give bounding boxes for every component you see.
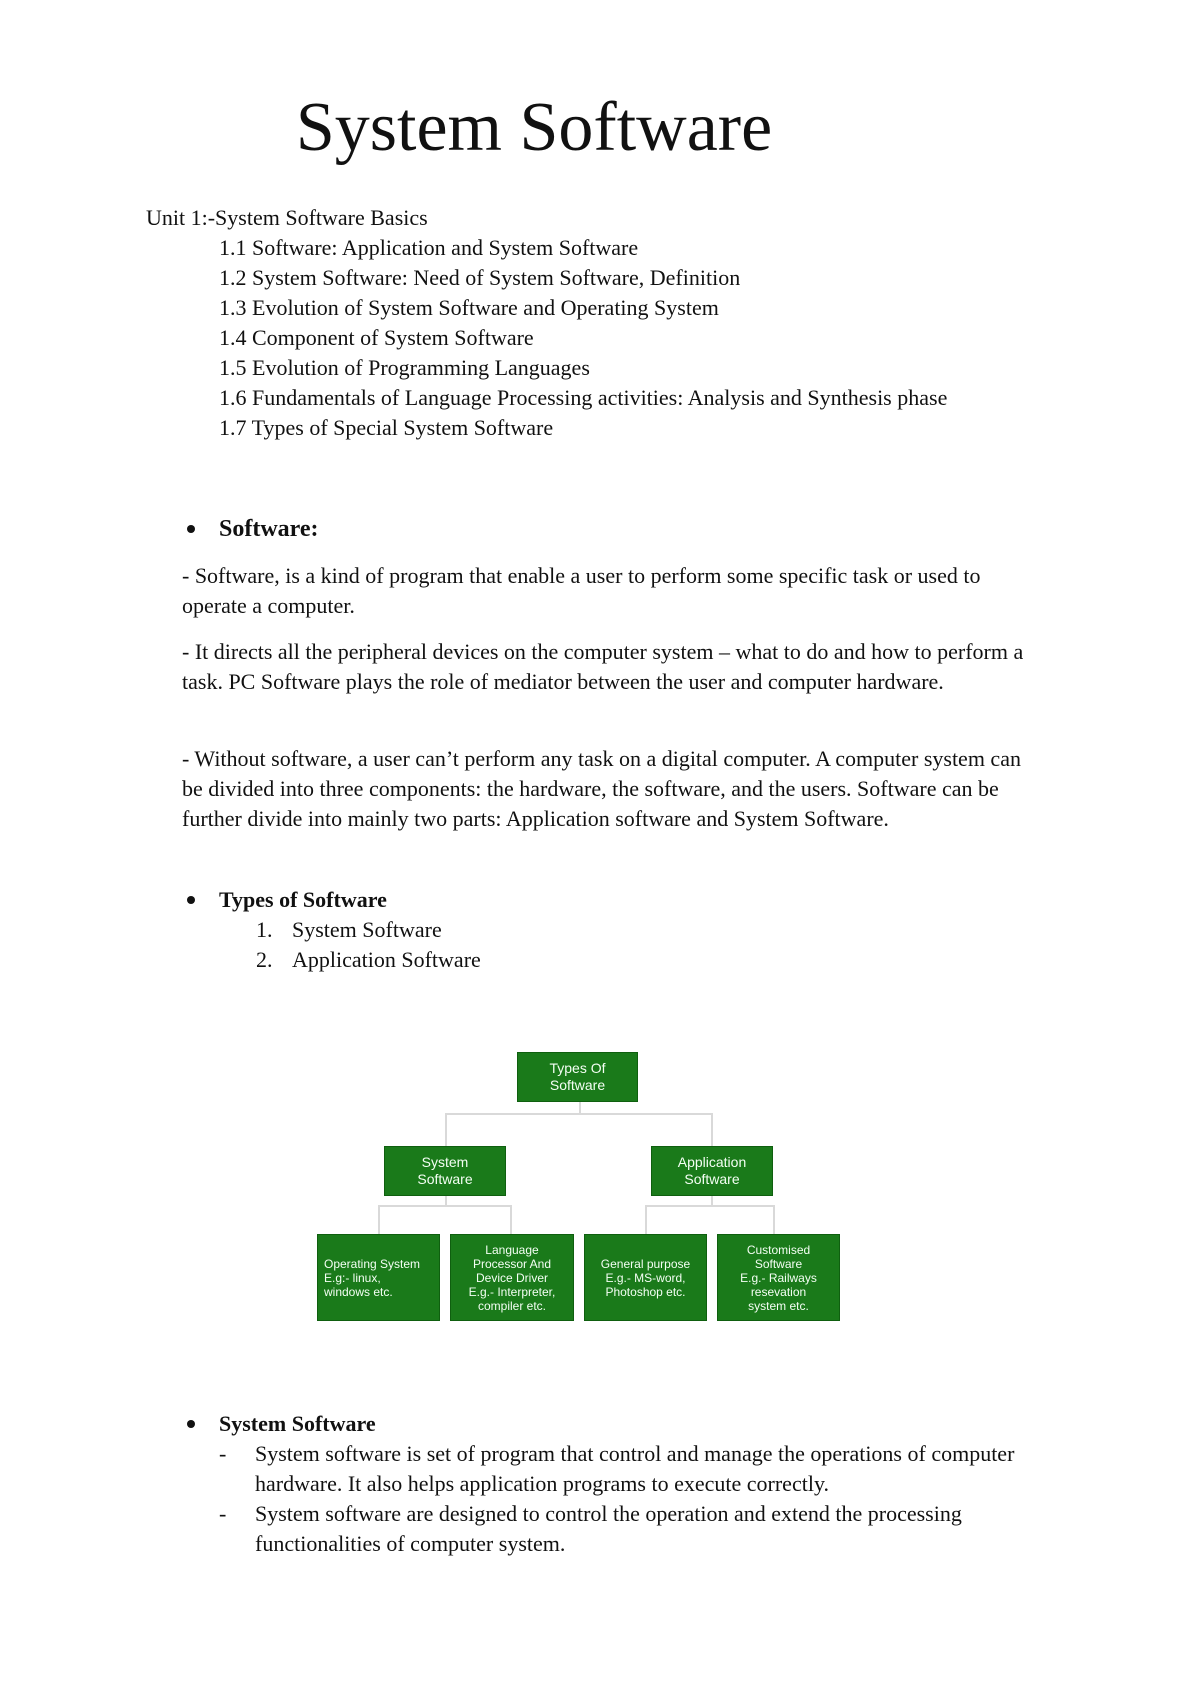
node-label: Types Of Software: [549, 1060, 606, 1093]
connector-line: [445, 1113, 713, 1115]
diagram-node-language-processor: [450, 1234, 574, 1321]
section-heading-software: Software:: [219, 516, 319, 542]
connector-line: [378, 1205, 380, 1234]
table-of-contents: [219, 233, 947, 443]
connector-line: [510, 1205, 512, 1234]
document-title: System Software: [295, 89, 773, 166]
list-item-text: System Software: [292, 917, 442, 942]
toc-item: 1.1 Software: Application and System Software: [219, 235, 639, 260]
node-label: Operating System E.g:- linux, windows etc.: [324, 1256, 421, 1299]
connector-line: [711, 1113, 713, 1146]
types-list: [256, 915, 481, 975]
dash-marker: -: [219, 1441, 227, 1466]
software-paragraph: - It directs all the peripheral devices on the computer system – what to do and how to perform a task. PC Software plays the role of mediator between the user and computer hardware.: [182, 639, 1024, 694]
bullet-icon: [187, 525, 195, 533]
connector-line: [645, 1205, 647, 1234]
list-item-text: System software are designed to control the operation and extend the processing functionalities of computer system.: [255, 1501, 962, 1556]
connector-line: [445, 1113, 447, 1146]
node-label: Customised Software E.g.- Railways resevation system etc.: [740, 1242, 817, 1313]
software-paragraph: - Software, is a kind of program that enable a user to perform some specific task or used to operate a computer.: [182, 563, 981, 618]
section-heading-system-software: System Software: [219, 1411, 376, 1436]
software-paragraph: - Without software, a user can’t perform any task on a digital computer. A computer system can be divided into three components: the hardware, the software, and the users. Software can be further divide into mainly two parts: Application software and System Software.: [182, 746, 1021, 831]
node-label: General purpose E.g.- MS-word, Photoshop etc.: [600, 1256, 691, 1299]
node-label: System Software: [417, 1154, 473, 1187]
section-heading-types: Types of Software: [219, 887, 387, 912]
list-item: [256, 915, 481, 945]
unit-heading: Unit 1:-System Software Basics: [146, 205, 428, 230]
toc-item: 1.7 Types of Special System Software: [219, 415, 554, 440]
list-item: [256, 945, 481, 975]
list-item: [219, 1499, 1059, 1559]
toc-item: 1.4 Component of System Software: [219, 325, 534, 350]
diagram-node-customised-software: [717, 1234, 840, 1321]
diagram-node-root: [517, 1052, 638, 1102]
toc-item: 1.6 Fundamentals of Language Processing activities: Analysis and Synthesis phase: [219, 385, 948, 410]
connector-line: [579, 1100, 581, 1114]
toc-item: 1.2 System Software: Need of System Software, Definition: [219, 265, 741, 290]
list-item-text: System software is set of program that control and manage the operations of computer hardware. It also helps application programs to execute correctly.: [255, 1441, 1015, 1496]
node-label: Language Processor And Device Driver E.g.- Interpreter, compiler etc.: [468, 1242, 556, 1313]
toc-item: 1.5 Evolution of Programming Languages: [219, 355, 590, 380]
connector-line: [378, 1205, 512, 1207]
dash-marker: -: [219, 1501, 227, 1526]
diagram-node-general-purpose: [584, 1234, 707, 1321]
list-item: [219, 1439, 1059, 1499]
list-item-text: Application Software: [292, 947, 481, 972]
list-number: 1.: [256, 917, 273, 942]
connector-line: [773, 1205, 775, 1234]
diagram-node-application-software: [651, 1146, 773, 1196]
diagram-node-operating-system: [317, 1234, 440, 1321]
diagram-node-system-software: [384, 1146, 506, 1196]
toc-item: 1.3 Evolution of System Software and Operating System: [219, 295, 719, 320]
system-software-list: [219, 1439, 1059, 1559]
node-label: Application Software: [677, 1154, 747, 1187]
bullet-icon: [187, 896, 195, 904]
connector-line: [645, 1205, 775, 1207]
bullet-icon: [187, 1420, 195, 1428]
list-number: 2.: [256, 947, 273, 972]
